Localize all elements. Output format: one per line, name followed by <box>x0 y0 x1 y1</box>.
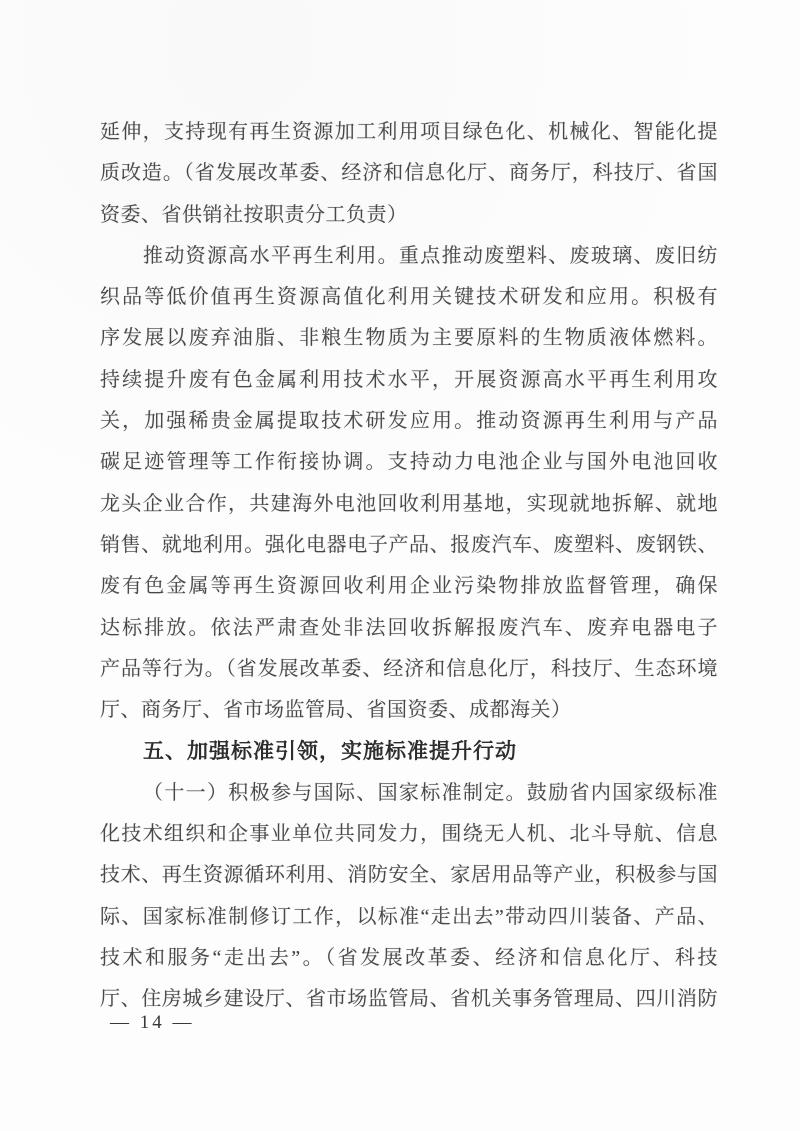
text-line: 延伸，支持现有再生资源加工利用项目绿色化、机械化、智能化提 <box>100 121 718 143</box>
page-number: — 14 — <box>110 1012 195 1033</box>
text-line: 技术和服务“走出去”。（省发展改革委、经济和信息化厅、科技 <box>100 946 718 969</box>
section-heading: 五、加强标准引领，实施标准提升行动 <box>143 740 517 764</box>
text-line: 碳足迹管理等工作衔接协调。支持动力电池企业与国外电池回收 <box>100 451 718 474</box>
text-line: 厅、住房城乡建设厅、省市场监管局、省机关事务管理局、四川消防 <box>100 988 718 1011</box>
text-line: 质改造。（省发展改革委、经济和信息化厅、商务厅，科技厅、省国 <box>100 162 718 185</box>
text-line: 序发展以废弃油脂、非粮生物质为主要原料的生物质液体燃料。 <box>100 327 718 350</box>
text-line: 资委、省供销社按职责分工负责） <box>100 203 408 226</box>
text-line: 达标排放。依法严肃查处非法回收拆解报废汽车、废弃电器电子 <box>100 616 718 639</box>
text-line: 销售、就地利用。强化电器电子产品、报废汽车、废塑料、废钢铁、 <box>100 533 718 556</box>
para-eleven-standards-participation <box>100 773 718 1021</box>
para-recycling-project-upgrade <box>100 112 718 236</box>
text-line: 龙头企业合作，共建海外电池回收利用基地，实现就地拆解、就地 <box>100 492 718 515</box>
text-line: 产品等行为。（省发展改革委、经济和信息化厅，科技厅、生态环境 <box>100 657 718 680</box>
text-line: 织品等低价值再生资源高值化利用关键技术研发和应用。积极有 <box>100 286 718 309</box>
text-line: 推动资源高水平再生利用。重点推动废塑料、废玻璃、废旧纺 <box>143 244 718 267</box>
text-line: 持续提升废有色金属利用技术水平，开展资源高水平再生利用攻 <box>100 368 718 391</box>
text-line: 废有色金属等再生资源回收利用企业污染物排放监督管理，确保 <box>100 575 718 598</box>
text-line: 际、国家标准制修订工作，以标准“走出去”带动四川装备、产品、 <box>100 905 718 928</box>
text-block <box>100 112 718 1021</box>
text-line: （十一）积极参与国际、国家标准制定。鼓励省内国家级标准 <box>143 781 718 804</box>
text-line: 技术、再生资源循环利用、消防安全、家居用品等产业，积极参与国 <box>100 864 718 887</box>
text-line: 厅、商务厅、省市场监管局、省国资委、成都海关） <box>100 699 572 722</box>
text-line: 化技术组织和企事业单位共同发力，围绕无人机、北斗导航、信息 <box>100 823 718 846</box>
heading-section-five-standards <box>100 731 718 772</box>
text-line: 关，加强稀贵金属提取技术研发应用。推动资源再生利用与产品 <box>100 410 718 433</box>
para-high-level-resource-reuse <box>100 236 718 732</box>
